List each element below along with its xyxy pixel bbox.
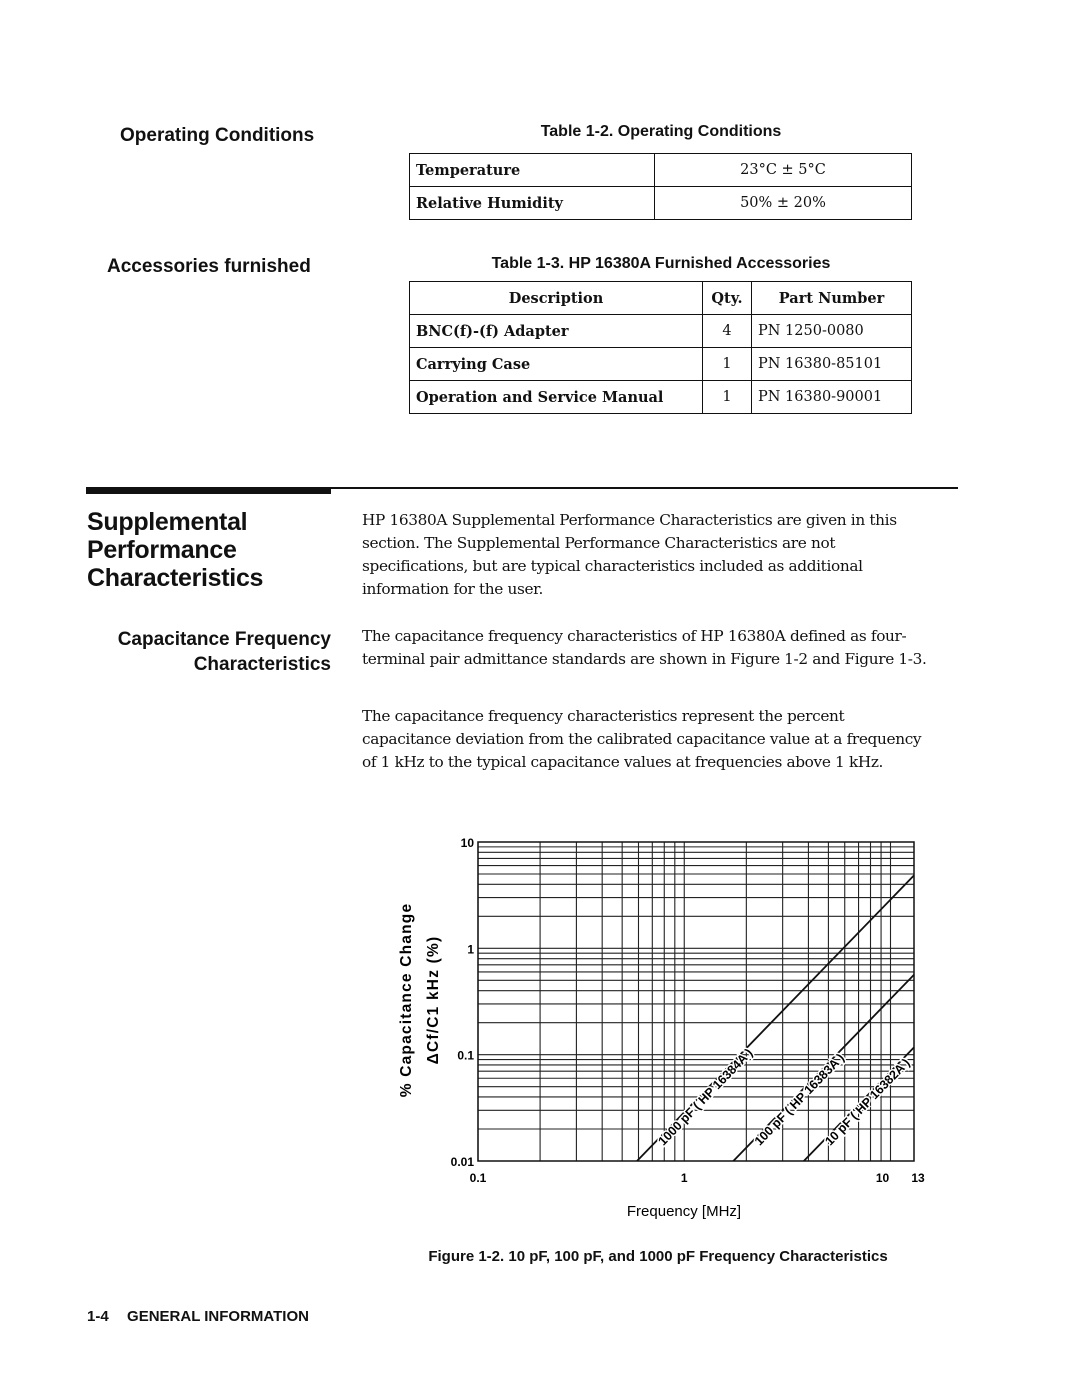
y-tick-label: 0.01: [450, 1155, 474, 1169]
item-part-number: PN 1250-0080: [752, 315, 912, 348]
x-tick-label: 10: [875, 1171, 890, 1185]
item-part-number: PN 16380-85101: [752, 348, 912, 381]
header-description: Description: [410, 282, 703, 315]
accessories-heading: Accessories furnished: [107, 256, 311, 277]
page-footer: [87, 1308, 309, 1325]
y-axis-label-line2: ΔCf/C1 kHz (%): [425, 935, 442, 1065]
series-label: 10 pF ( HP 16382A ): [822, 1055, 913, 1149]
x-axis-label: Frequency [MHz]: [626, 1203, 742, 1220]
table-1-3-caption: Table 1-3. HP 16380A Furnished Accessories: [491, 255, 831, 272]
heading-line: Characteristics: [193, 654, 331, 675]
heading-line: Characteristics: [87, 564, 264, 592]
y-axis-label: [398, 903, 442, 1098]
heading-line: Capacitance Frequency: [117, 629, 331, 650]
x-tick-label: 0.1: [469, 1171, 487, 1185]
heading-line: Performance: [87, 536, 237, 564]
item-qty: 1: [703, 348, 752, 381]
item-qty: 1: [703, 381, 752, 414]
condition-label: Temperature: [410, 154, 655, 187]
item-description: Operation and Service Manual: [410, 381, 703, 414]
condition-value: 50% ± 20%: [655, 187, 912, 220]
heading-line: Supplemental: [87, 508, 248, 536]
series-label: 1000 pF ( HP 16384A ): [655, 1045, 756, 1149]
chart-series: [637, 875, 914, 1161]
y-tick-label: 1: [467, 942, 474, 957]
y-axis-label-line1: % Capacitance Change: [398, 902, 415, 1098]
table-1-2-caption: Table 1-2. Operating Conditions: [540, 123, 782, 140]
series-label: 100 pF ( HP 16383A ): [751, 1050, 848, 1149]
condition-value: 23°C ± 5°C: [655, 154, 912, 187]
item-description: Carrying Case: [410, 348, 703, 381]
header-part-number: Part Number: [752, 282, 912, 315]
y-tick-label: 0.1: [457, 1048, 474, 1063]
header-qty: Qty.: [703, 282, 752, 315]
condition-label: Relative Humidity: [410, 187, 655, 220]
y-tick-label: 10: [460, 836, 474, 850]
figure-caption: Figure 1-2. 10 pF, 100 pF, and 1000 pF Frequency Characteristics: [428, 1248, 888, 1265]
x-tick-label: 13: [911, 1171, 925, 1185]
x-tick-label: 1: [680, 1171, 688, 1185]
capacitance-paragraph-2: The capacitance frequency characteristics represent the percent capacitance deviation from the calibrated capacitance value at a frequency of 1 kHz to the typical capacitance values at frequencies above 1 kHz.: [362, 707, 922, 771]
supplemental-paragraph: HP 16380A Supplemental Performance Characteristics are given in this section. The Supplemental Performance Characteristics are not specifications, but are typical characteristics included as additional information for the user.: [362, 511, 897, 598]
item-description: BNC(f)-(f) Adapter: [410, 315, 703, 348]
operating-conditions-heading: Operating Conditions: [120, 125, 315, 146]
item-part-number: PN 16380-90001: [752, 381, 912, 414]
chart-ticks: [451, 836, 925, 1185]
footer-section: GENERAL INFORMATION: [127, 1308, 309, 1325]
item-qty: 4: [703, 315, 752, 348]
page-number: 1-4: [87, 1308, 109, 1325]
capacitance-paragraph-1: The capacitance frequency characteristics of HP 16380A defined as four-terminal pair admittance standards are shown in Figure 1-2 and Figure 1-3.: [362, 627, 927, 668]
